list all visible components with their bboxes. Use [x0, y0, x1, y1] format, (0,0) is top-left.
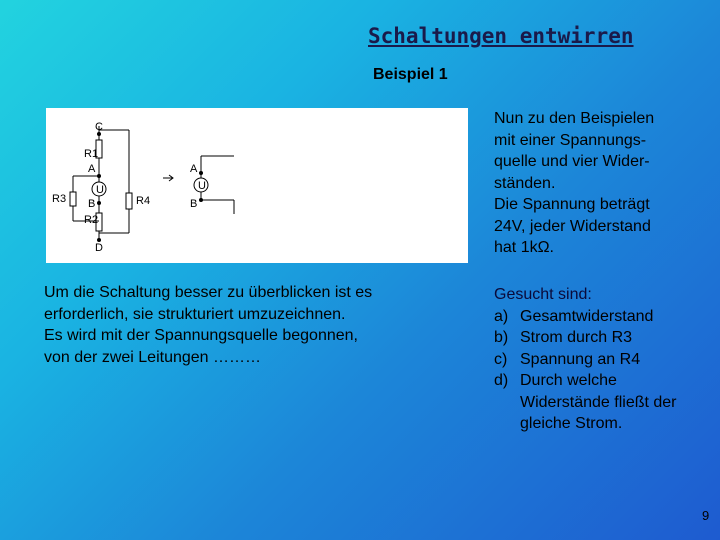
node-b-right: [199, 198, 203, 202]
description-line: Es wird mit der Spannungsquelle begonnen,: [44, 327, 358, 344]
label-r2: R2: [84, 214, 99, 226]
label-u-left: U: [96, 184, 104, 196]
description-line: Um die Schaltung besser zu überblicken ist es: [44, 284, 373, 301]
intro-line: quelle und vier Wider-: [494, 153, 650, 170]
question-letter: b): [494, 329, 509, 346]
label-r1: R1: [84, 148, 99, 160]
question-letter: d): [494, 372, 509, 389]
questions-heading: Gesucht sind:: [494, 286, 592, 303]
question-text: Spannung an R4: [520, 350, 641, 368]
intro-line: Die Spannung beträgt: [494, 196, 650, 213]
label-c: C: [95, 121, 103, 133]
slide-title: Schaltungen entwirren: [368, 24, 634, 48]
description-text: [44, 282, 454, 368]
question-item: [494, 370, 709, 435]
slide-subtitle: Beispiel 1: [373, 66, 448, 83]
question-letter: c): [494, 350, 508, 368]
question-text: Gesamtwiderstand: [520, 307, 654, 325]
questions-list: [494, 284, 709, 435]
question-item: [494, 349, 709, 371]
intro-line: ständen.: [494, 174, 556, 192]
question-item: [494, 327, 709, 349]
label-a-right: A: [190, 163, 198, 175]
label-r3: R3: [52, 193, 67, 205]
resistor-r4: [126, 193, 132, 209]
description-line: erforderlich, sie strukturiert umzuzeichnen.: [44, 305, 346, 323]
intro-line: hat 1kΩ.: [494, 239, 554, 256]
intro-text: [494, 108, 709, 259]
page-number: 9: [702, 508, 710, 523]
question-item: [494, 306, 709, 328]
intro-line: Nun zu den Beispielen: [494, 110, 655, 127]
question-text: Strom durch R3: [520, 329, 633, 346]
question-letter: a): [494, 307, 509, 325]
label-d: D: [95, 242, 103, 254]
node-b-left: [97, 201, 101, 205]
node-a-right: [199, 171, 203, 175]
intro-line: mit einer Spannungs-: [494, 131, 647, 149]
resistor-r3: [70, 192, 76, 206]
label-r4: R4: [136, 195, 151, 207]
circuit-svg: [46, 108, 468, 263]
label-u-right: U: [198, 180, 206, 192]
intro-line: 24V, jeder Widerstand: [494, 217, 651, 235]
label-b-right: B: [190, 198, 198, 210]
circuit-diagram: [46, 108, 468, 263]
label-a-left: A: [88, 163, 96, 175]
description-line: von der zwei Leitungen ………: [44, 348, 261, 366]
question-text: Durch welche Widerstände fließt der gleiche Strom.: [520, 372, 677, 432]
label-b-left: B: [88, 198, 96, 210]
node-a-left: [97, 174, 101, 178]
